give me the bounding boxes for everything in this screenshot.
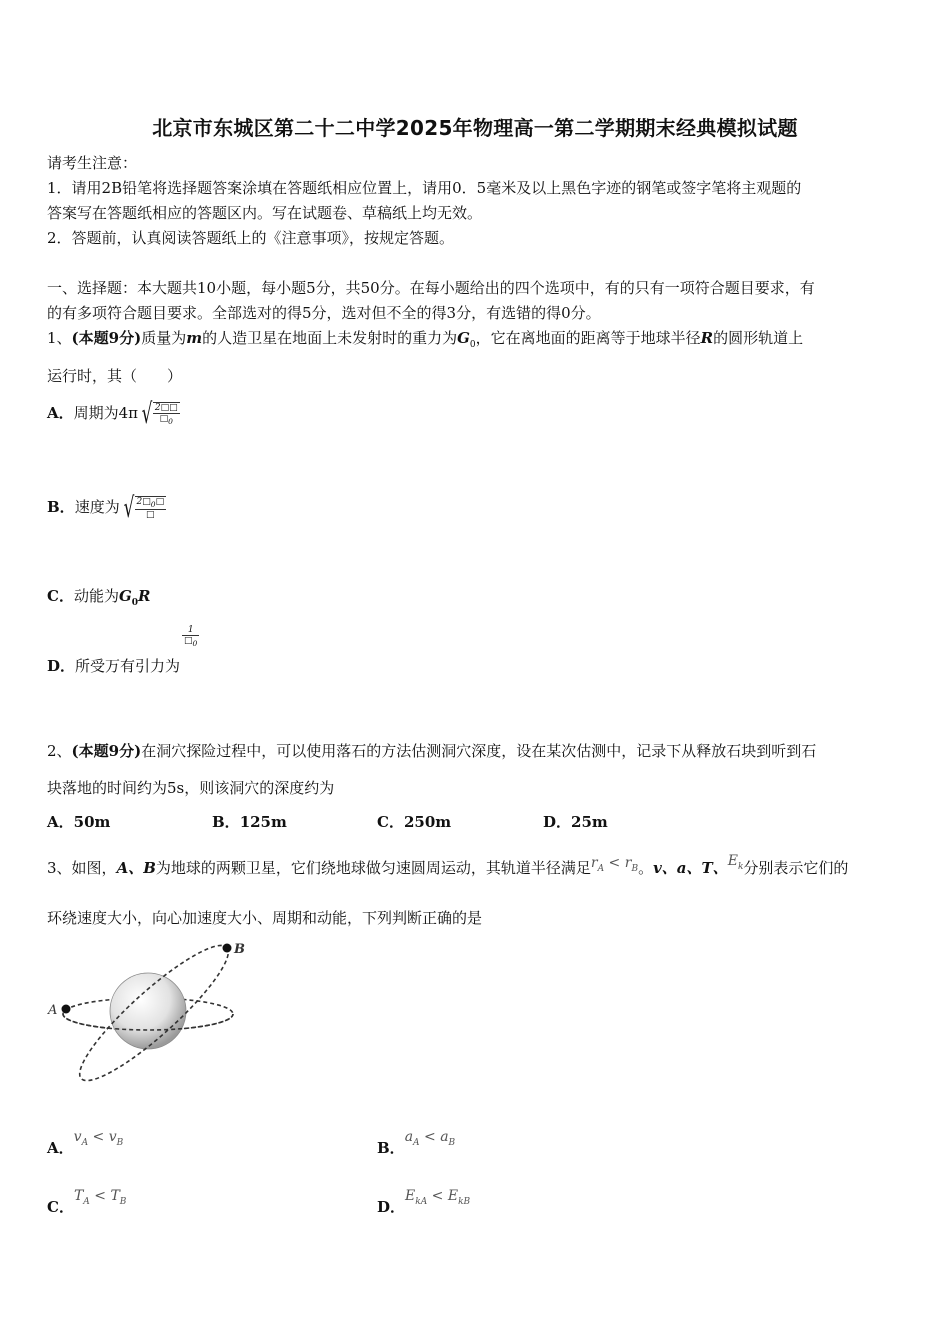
subscript: 0 (150, 499, 156, 509)
earth (110, 973, 186, 1049)
subscript: B (119, 1196, 127, 1207)
q1-stem-line2: 运行时，其（ ） (47, 367, 183, 385)
q2-stem-line2: 块落地的时间约为5s，则该洞穴的深度约为 (47, 779, 335, 797)
q1-option-c[interactable] (47, 585, 151, 608)
notice-item1-line1: 1．请用2B铅笔将选择题答案涂填在答题纸相应位置上，请用0．5毫米及以上黑色字迹的钢笔或签字笔将主观题的 (47, 179, 802, 197)
subscript: B (448, 1137, 456, 1148)
q2-option-a[interactable] (47, 811, 110, 832)
q2-option-d[interactable] (543, 811, 608, 832)
notice-heading: 请考生注意： (47, 154, 138, 172)
subscript: A (81, 1137, 89, 1148)
q3-text: 为地球的两颗卫星，它们绕地球做匀速圆周运动，其轨道半径满足 (155, 859, 591, 877)
label-b: B (234, 942, 245, 957)
frac-denominator: □ (146, 509, 155, 520)
q3-number: 3、 (47, 859, 72, 877)
frac-numerator: 2□ (136, 497, 151, 508)
sqrt-expression: √ $\frac{2□_0□}{□}$ (123, 491, 165, 524)
q1-score: (本题9分) (71, 329, 142, 347)
subscript: 0 (131, 598, 139, 608)
var: E (447, 1188, 459, 1204)
label-a: A (48, 1003, 58, 1018)
option-text: 所受万有引力为 (75, 657, 181, 675)
var-Ek (727, 853, 744, 872)
fraction (182, 625, 199, 648)
option-text: 周期为4π (73, 404, 139, 422)
var-r: r (590, 855, 598, 871)
q1-option-d[interactable] (47, 625, 199, 676)
satellite-b (223, 944, 232, 953)
subscript: A (597, 863, 605, 874)
frac-numerator: 1 (182, 625, 199, 636)
operator: < (604, 855, 625, 871)
option-text: 250m (403, 813, 452, 831)
option-label: A． (47, 813, 74, 831)
q1-option-a[interactable] (47, 397, 180, 430)
subscript: B (116, 1137, 124, 1148)
q1-option-b[interactable] (47, 491, 166, 524)
option-label: A． (47, 404, 74, 422)
q3-option-d[interactable] (377, 1184, 471, 1216)
q1-text: 的圆形轨道上 (713, 329, 804, 347)
option-text: 动能为 (73, 587, 119, 605)
q3-stem-line1 (47, 853, 849, 880)
var: a (440, 1129, 449, 1145)
q3-text: 如图， (71, 859, 117, 877)
option-formula (404, 1129, 456, 1148)
var-G: G (457, 329, 470, 347)
orbit-diagram (44, 935, 254, 1090)
subscript: 0 (469, 340, 476, 350)
subscript: A (413, 1137, 420, 1148)
operator: < (88, 1129, 109, 1145)
option-formula (73, 1129, 124, 1148)
q3-text: 。 (638, 859, 654, 877)
section-line1: 一、选择题：本大题共10小题，每小题5分，共50分。在每小题给出的四个选项中，有的只有一项符合题目要求，有 (47, 279, 815, 297)
subscript: B (631, 863, 639, 874)
q2-text: 在洞穴探险过程中，可以使用落石的方法估测洞穴深度，设在某次估测中，记录下从释放石块到听到石 (141, 742, 817, 760)
subscript: A (83, 1196, 90, 1207)
operator: < (427, 1188, 448, 1204)
q1-text: 质量为 (141, 329, 187, 347)
q1-text: 的人造卫星在地面上未发射时的重力为 (202, 329, 458, 347)
q3-option-c[interactable] (47, 1184, 127, 1216)
subscript: k (737, 861, 744, 872)
vars-vaT: v、a、T、 (653, 859, 728, 877)
option-label: C． (47, 1198, 74, 1216)
frac-denominator: □ (159, 414, 169, 425)
var-r: r (624, 855, 632, 871)
sqrt-expression: √ $\frac{2□□}{□_0}$ (141, 397, 178, 430)
operator: < (89, 1188, 111, 1204)
option-formula (73, 1188, 127, 1207)
orbit-radius-condition (590, 855, 639, 874)
var: T (110, 1188, 120, 1204)
var: T (73, 1188, 84, 1204)
subscript: kA (415, 1196, 428, 1207)
option-label: A． (47, 1139, 74, 1157)
notice-item2: 2．答题前，认真阅读答题纸上的《注意事项》，按规定答题。 (47, 229, 455, 247)
option-text: 25m (571, 813, 608, 831)
option-text: 速度为 (74, 498, 120, 516)
frac-denominator: □ (184, 636, 193, 646)
q1-text: ，它在离地面的距离等于地球半径 (475, 329, 701, 347)
var: v (108, 1129, 117, 1145)
var-R: R (700, 329, 714, 347)
q2-score: (本题9分) (71, 742, 142, 760)
option-label: B． (212, 813, 240, 831)
var-R: R (138, 587, 151, 605)
option-label: B． (47, 498, 75, 516)
q2-option-c[interactable] (377, 811, 451, 832)
var: v (73, 1129, 82, 1145)
q2-stem-line1 (47, 740, 816, 761)
subscript: 0 (168, 416, 173, 426)
operator: < (419, 1129, 441, 1145)
q1-stem-line1 (47, 327, 803, 350)
q3-stem-line2: 环绕速度大小，向心加速度大小、周期和动能，下列判断正确的是 (47, 909, 483, 927)
option-text: 125m (239, 813, 287, 831)
frac-numerator: 2□□ (154, 403, 178, 414)
var: E (405, 1188, 416, 1204)
notice-item1-line2: 答案写在答题纸相应的答题区内。写在试题卷、草稿纸上均无效。 (47, 204, 483, 222)
q2-number: 2、 (47, 742, 72, 760)
var: a (404, 1129, 414, 1145)
var-E: E (727, 853, 738, 869)
satellite-a (62, 1005, 71, 1014)
page-title: 北京市东城区第二十二中学2025年物理高一第二学期期末经典模拟试题 (152, 116, 798, 140)
frac-numerator-tail: □ (155, 497, 165, 508)
subscript: kB (458, 1196, 471, 1207)
q3-option-b[interactable] (377, 1125, 456, 1157)
option-label: C． (47, 587, 74, 605)
var-m: m (186, 329, 203, 347)
option-label: D． (47, 657, 76, 675)
subscript: 0 (192, 638, 198, 648)
option-label: D． (543, 813, 572, 831)
option-label: C． (377, 813, 404, 831)
var-G: G (118, 587, 132, 605)
option-label: B． (377, 1139, 405, 1157)
option-text: 50m (73, 813, 111, 831)
q1-number: 1、 (47, 329, 72, 347)
option-label: D． (377, 1198, 406, 1216)
section-line2: 的有多项符合题目要求。全部选对的得5分，选对但不全的得3分，有选错的得0分。 (47, 304, 601, 322)
q2-option-b[interactable] (212, 811, 287, 832)
option-formula (405, 1188, 471, 1207)
q3-option-a[interactable] (47, 1125, 124, 1157)
vars-AB: A、B (116, 859, 156, 877)
q3-text: 分别表示它们的 (743, 859, 849, 877)
